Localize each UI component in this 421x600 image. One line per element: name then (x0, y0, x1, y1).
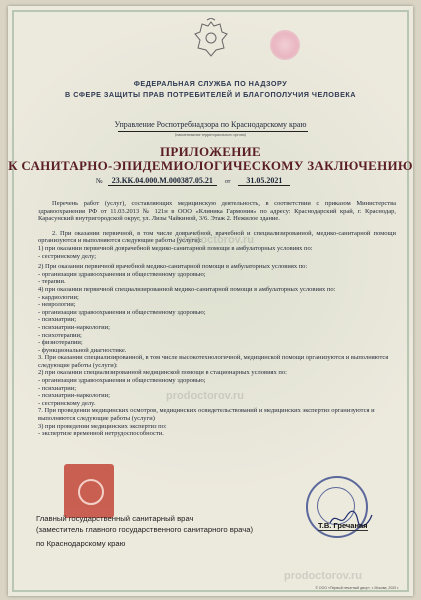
signatory-title-note: (заместитель главного государственного санитарного врача) (36, 525, 254, 534)
body-line: - организации здравоохранения и общественному здоровью; (38, 308, 206, 316)
signatory-region: по Краснодарскому краю (36, 539, 126, 548)
body-line: 4) при оказании первичной специализированной медико-санитарной помощи в амбулаторных условиях по: (38, 285, 336, 293)
body-line: - сестринскому делу. (38, 399, 96, 407)
watermark: prodoctorov.ru (176, 234, 255, 246)
body-line: 7. При проведении медицинских осмотров, медицинских освидетельствований и медицинских экспертиз организуются и выполняются следующие работы (услуги) (38, 407, 375, 423)
document-title: ПРИЛОЖЕНИЕ (159, 144, 262, 159)
body-line: - физиотерапии; (38, 339, 83, 347)
coat-of-arms-icon (194, 18, 228, 60)
body-line: - сестринскому делу; (38, 252, 97, 260)
body-line: - психиатрии; (38, 384, 77, 392)
document-number: 23.КК.04.000.М.000387.05.21 (108, 176, 217, 186)
signatory-name: Т.В. Гречаная (318, 521, 368, 530)
body-line: - кардиологии; (38, 293, 79, 301)
spacer (38, 223, 396, 230)
agency-name-line2: В СФЕРЕ ЗАЩИТЫ ПРАВ ПОТРЕБИТЕЛЕЙ И БЛАГОПОЛУЧИЯ ЧЕЛОВЕКА (65, 90, 356, 99)
date-label: от (224, 179, 231, 185)
body-line: 1) при оказании первичной доврачебной медико-санитарной помощи в амбулаторных условиях по: (38, 244, 313, 252)
document-sheet (8, 6, 413, 596)
body-paragraph: Перечень работ (услуг), составляющих медицинскую деятельность, в соответствии с приказом Министерства здравоохранения РФ от 11.03.2013 № 121н в ООО «Клиника Гармония» по адресу: Краснодарский край, г. Краснодар, Карасунский внутригородской округ, ул. Лизы Чайкиной, 3/6. Этаж 2. Нежилое здание. (38, 200, 396, 223)
seal-ring (78, 479, 104, 505)
body-line: - психиатрии-наркологии; (38, 392, 110, 400)
department-caption: (наименование территориального органа) (175, 132, 246, 137)
body-line: - организации здравоохранения и общественному здоровью; (38, 377, 206, 385)
number-label: № (96, 177, 103, 185)
body-line: - терапии. (38, 278, 66, 286)
printer-footer: © ООО «Первый печатный двор», г. Москва, 2020 г. (315, 586, 399, 590)
body-line: - психиатрии; (38, 316, 77, 324)
body-line: - психотерапии; (38, 331, 82, 339)
department-name: Управление Роспотребнадзора по Краснодарскому краю (114, 120, 307, 129)
document-number-line (96, 176, 290, 185)
body-line: - функциональной диагностике. (38, 346, 127, 354)
document-subtitle: К САНИТАРНО-ЭПИДЕМИОЛОГИЧЕСКОМУ ЗАКЛЮЧЕНИЮ (8, 158, 413, 173)
body-line: - экспертизе временной нетрудоспособности. (38, 430, 164, 438)
hologram-sticker (270, 30, 300, 60)
body-line: - психиатрии-наркологии; (38, 323, 110, 331)
signatory-title: Главный государственный санитарный врач (36, 514, 194, 523)
watermark: prodoctorov.ru (284, 570, 363, 582)
body-line: 3. При оказании специализированной, в том числе высокотехнологичной, медицинской помощи организуются и выполняются следующие работы (услуги): (38, 354, 389, 369)
watermark: prodoctorov.ru (166, 390, 245, 402)
body-line: - организации здравоохранения и общественному здоровью; (38, 270, 206, 278)
body-line: 2) При оказании первичной врачебной медико-санитарной помощи в амбулаторных условиях по: (38, 263, 308, 271)
body-line: - неврологии; (38, 301, 76, 309)
hologram-seal (64, 464, 114, 518)
body-paragraph: 2. При оказании первичной, в том числе доврачебной, врачебной и специализированной, медико-санитарной помощи организуются и выполняются следующие работы (услуги): (38, 229, 396, 245)
agency-name-line1: ФЕДЕРАЛЬНАЯ СЛУЖБА ПО НАДЗОРУ (133, 79, 288, 88)
body-line: 2) при оказании специализированной медицинской помощи в стационарных условиях по: (38, 369, 287, 377)
document-date: 31.05.2021 (238, 176, 290, 186)
body-line: 3) при проведении медицинских экспертиз по: (38, 422, 167, 430)
